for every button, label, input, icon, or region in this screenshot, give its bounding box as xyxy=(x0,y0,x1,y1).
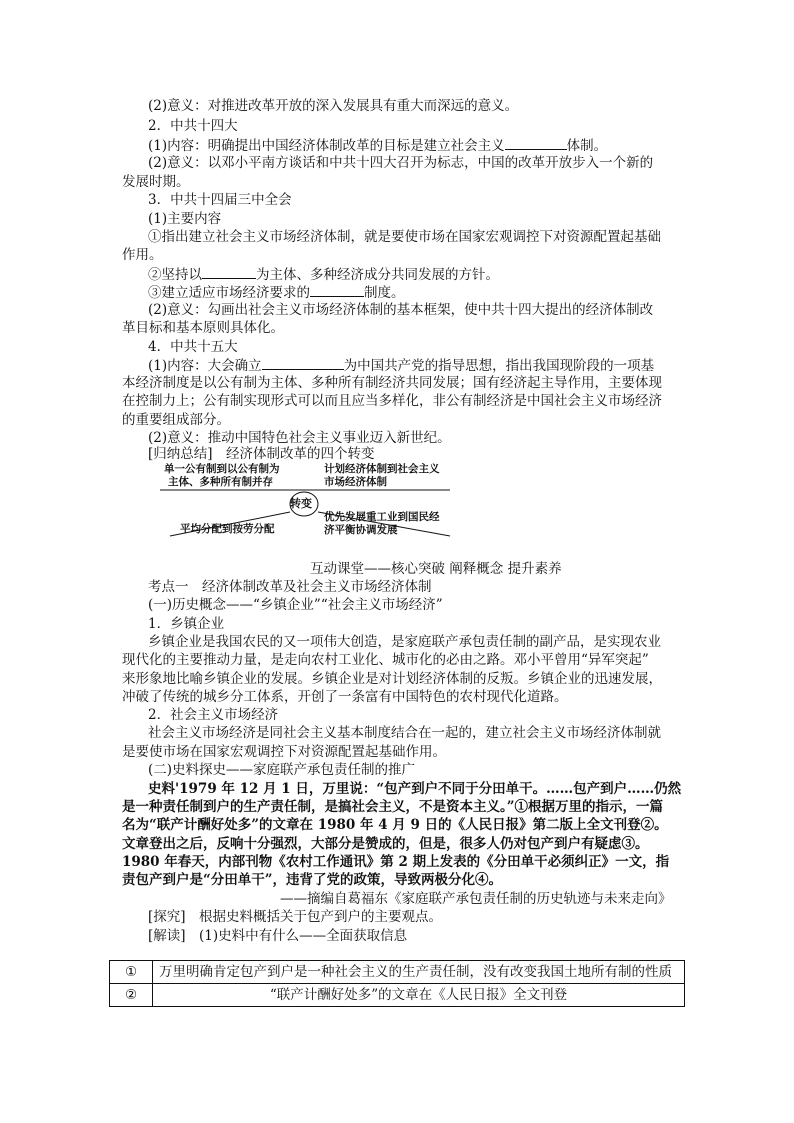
diagram-label-top-right-1: 计划经济体制到社会主义 xyxy=(324,463,440,475)
text-fragment: (1)内容：大会确立 xyxy=(148,358,262,374)
section-heading: 2．中共十四大 xyxy=(148,118,238,134)
subsection-heading: (二)史料探史——家庭联产承包责任制的推广 xyxy=(148,762,416,778)
text-fragment: ②坚持以 xyxy=(148,267,202,283)
text-line: 在控制力上；公有制实现形式可以而且应当多样化，非公有制经济是中国社会主义市场经济 xyxy=(122,393,662,409)
source-text-line: 史料'1979 年 12 月 1 日，万里说：“包产到户不同于分田单干。……包产到户……仍然 xyxy=(148,781,682,797)
text-line: 冲破了传统的城乡分工体系，开创了一条富有中国特色的农村现代化道路。 xyxy=(122,689,568,705)
table-row xyxy=(110,961,685,984)
table-row xyxy=(110,984,685,1007)
text-line: 发展时期。 xyxy=(122,174,190,190)
diagram-label-top-left-1: 单一公有制到以公有制为 xyxy=(164,463,280,475)
text-line: 来形象地比喻乡镇企业的发展。乡镇企业是对计划经济体制的反叛。乡镇企业的迅速发展， xyxy=(122,671,662,687)
text-fragment: 为中国共产党的指导思想，指出我国现阶段的一项基 xyxy=(343,358,655,374)
source-text-line: 责包产到户是“分田单干”，违背了党的政策，导致两极分化④。 xyxy=(122,872,503,888)
text-line: 作用。 xyxy=(122,247,163,263)
section-title: 互动课堂——核心突破 阐释概念 提升素养 xyxy=(310,561,562,577)
text-fragment: 为主体、多种经济成分共同发展的方针。 xyxy=(256,267,499,283)
source-text-line: 文章登出之后，反响十分强烈，大部分是赞成的，但是，很多人仍对包产到户有疑虑③。 xyxy=(122,836,649,852)
text-line: 现代化的主要推动力量，是走向农村工业化、城市化的必由之路。邓小平曾用“异军突起” xyxy=(122,652,649,668)
text-fragment: 体制。 xyxy=(566,138,608,154)
text-fragment: (1)内容：明确提出中国经济体制改革的目标是建立社会主义 xyxy=(148,138,505,154)
diagram-label-top-left-2: 主体、多种所有制并存 xyxy=(168,476,273,488)
fill-in-blank[interactable] xyxy=(505,135,567,150)
diagram-label-bottom-right-1: 优先发展重工业到国民经 xyxy=(324,511,440,523)
four-transformations-diagram xyxy=(160,460,460,540)
topic-heading: 考点一 经济体制改革及社会主义市场经济体制 xyxy=(148,579,432,595)
source-text-line: 名为“联产计酬好处多”的文章在 1980 年 4 月 9 日的《人民日报》第二版上全文刊登②。 xyxy=(122,817,668,833)
diagram-label-bottom-right-2: 济平衡协调发展 xyxy=(324,524,398,536)
diagram-center-label: 转变 xyxy=(290,497,312,510)
table-cell-number: ② xyxy=(110,984,153,1007)
section-heading: 1．乡镇企业 xyxy=(148,616,225,632)
section-heading: 3．中共十四届三中全会 xyxy=(148,192,292,208)
interpretation-table xyxy=(109,960,685,1007)
text-line: 的重要组成部分。 xyxy=(122,412,230,428)
text-line: (2)意义：推动中国特色社会主义事业迈入新世纪。 xyxy=(148,430,451,446)
text-line: (1)主要内容 xyxy=(148,211,222,227)
diagram-label-bottom-left: 平均分配到按劳分配 xyxy=(180,523,275,535)
text-line: 是要使市场在国家宏观调控下对资源配置起基础作用。 xyxy=(122,744,446,760)
text-line: 社会主义市场经济是同社会主义基本制度结合在一起的，建立社会主义市场经济体制就 xyxy=(148,725,661,741)
section-heading: 4．中共十五大 xyxy=(148,339,238,355)
section-heading: 2．社会主义市场经济 xyxy=(148,707,279,723)
text-line: 本经济制度是以公有制为主体、多种所有制经济共同发展；国有经济起主导作用，主要体现 xyxy=(122,375,662,391)
fill-in-blank[interactable] xyxy=(310,282,364,297)
fill-in-blank[interactable] xyxy=(202,264,256,279)
source-citation: ——摘编自葛福东《家庭联产承包责任制的历史轨迹与未来走向》 xyxy=(280,891,672,907)
text-line: (2)意义：以邓小平南方谈话和中共十四大召开为标志，中国的改革开放步入一个新的 xyxy=(148,155,654,171)
subsection-heading: (一)历史概念——“乡镇企业”“社会主义市场经济” xyxy=(148,597,443,613)
fill-in-blank[interactable] xyxy=(262,355,344,370)
text-fragment: ③建立适应市场经济要求的 xyxy=(148,285,310,301)
table-cell-text: “联产计酬好处多”的文章在《人民日报》全文刊登 xyxy=(153,984,685,1007)
text-fragment: 制度。 xyxy=(364,285,405,301)
table-cell-number: ① xyxy=(110,961,153,984)
text-line: 乡镇企业是我国农民的又一项伟大创造，是家庭联产承包责任制的副产品，是实现农业 xyxy=(148,634,661,650)
text-line: (2)意义：对推进改革开放的深入发展具有重大而深远的意义。 xyxy=(148,98,519,114)
diagram-label-top-right-2: 市场经济体制 xyxy=(324,476,387,488)
table-cell-text: 万里明确肯定包产到户是一种社会主义的生产责任制，没有改变我国土地所有制的性质 xyxy=(153,961,685,984)
source-text-line: 1980 年春天，内部刊物《农村工作通讯》第 2 期上发表的《分田单干必须纠正》一文，指 xyxy=(122,854,670,870)
summary-heading: [归纳总结] 经济体制改革的四个转变 xyxy=(148,446,375,462)
text-line: 革目标和基本原则具体化。 xyxy=(122,320,284,336)
text-line: (2)意义：勾画出社会主义市场经济体制的基本框架，使中共十四大提出的经济体制改 xyxy=(148,302,654,318)
interpretation-heading: [解读] (1)史料中有什么——全面获取信息 xyxy=(148,928,408,944)
source-text-line: 是一种责任制到户的生产责任制，是搞社会主义，不是资本主义。”①根据万里的指示，一篇 xyxy=(122,799,664,815)
inquiry-prompt: [探究] 根据史料概括关于包产到户的主要观点。 xyxy=(148,909,443,925)
text-line: ①指出建立社会主义市场经济体制，就是要使市场在国家宏观调控下对资源配置起基础 xyxy=(148,229,661,245)
